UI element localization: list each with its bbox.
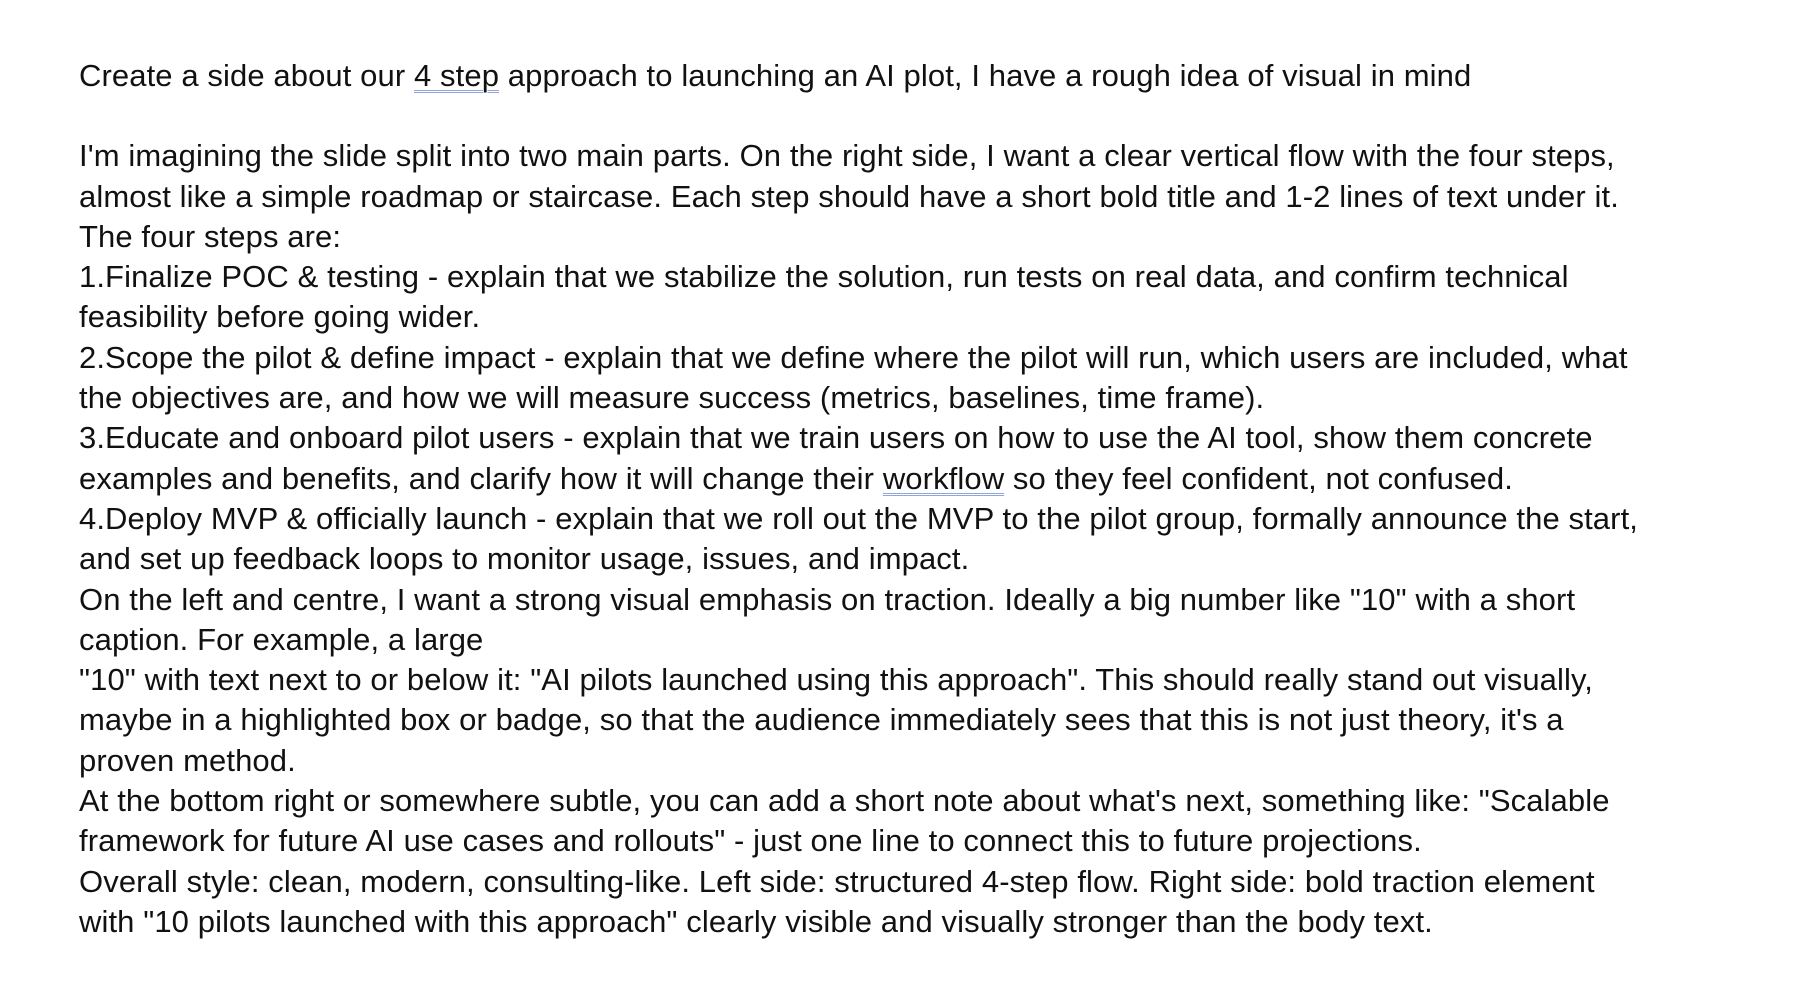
step-2-line: 2.Scope the pilot & define impact - explain that we define where the pilot will run, which users are included, what [79, 339, 1628, 375]
spellcheck-flagged-word[interactable]: 4 step [414, 58, 500, 93]
text-line: I'm imagining the slide split into two main parts. On the right side, I want a clear vertical flow with the four steps, [79, 138, 1615, 174]
paragraph-gap [79, 96, 1779, 136]
text-line: maybe in a highlighted box or badge, so that the audience immediately sees that this is not just theory, it's a [79, 702, 1564, 738]
workflow-line [79, 459, 1779, 499]
text-line: At the bottom right or somewhere subtle, you can add a short note about what's next, something like: "Scalable [79, 783, 1610, 819]
request-text-before: Create a side about our [79, 58, 414, 93]
spellcheck-flagged-word[interactable]: workflow [882, 460, 1005, 496]
step-1-line: 1.Finalize POC & testing - explain that we stabilize the solution, run tests on real data, and confirm technical [79, 259, 1569, 295]
text-line: the objectives are, and how we will measure success (metrics, baselines, time frame). [79, 380, 1265, 416]
document-body[interactable] [79, 56, 1779, 942]
text-line: framework for future AI use cases and rollouts" - just one line to connect this to future projections. [79, 823, 1422, 859]
text-line: feasibility before going wider. [79, 299, 481, 335]
text-line: caption. For example, a large [79, 621, 484, 657]
text-line: Overall style: clean, modern, consulting-like. Left side: structured 4-step flow. Right side: bold traction element [79, 863, 1595, 899]
workflow-text-before: examples and benefits, and clarify how it will change their [79, 460, 883, 496]
text-line: On the left and centre, I want a strong visual emphasis on traction. Ideally a big number like "10" with a short [79, 581, 1576, 617]
text-line: "10" with text next to or below it: "AI pilots launched using this approach". This should really stand out visually, [79, 662, 1593, 698]
text-line: almost like a simple roadmap or staircase. Each step should have a short bold title and 1-2 lines of text under it. [79, 178, 1619, 214]
request-text-after: approach to launching an AI plot, I have a rough idea of visual in mind [499, 58, 1472, 93]
text-line: The four steps are: [79, 218, 342, 254]
text-line: with "10 pilots launched with this approach" clearly visible and visually stronger than the body text. [79, 903, 1433, 939]
step-4-line: 4.Deploy MVP & officially launch - explain that we roll out the MVP to the pilot group, formally announce the start, [79, 500, 1638, 536]
workflow-text-after: so they feel confident, not confused. [1004, 460, 1513, 496]
text-line: and set up feedback loops to monitor usage, issues, and impact. [79, 541, 970, 577]
step-3-line: 3.Educate and onboard pilot users - explain that we train users on how to use the AI tool, show them concrete [79, 420, 1593, 456]
text-line: proven method. [79, 742, 296, 778]
request-line [79, 56, 1779, 96]
